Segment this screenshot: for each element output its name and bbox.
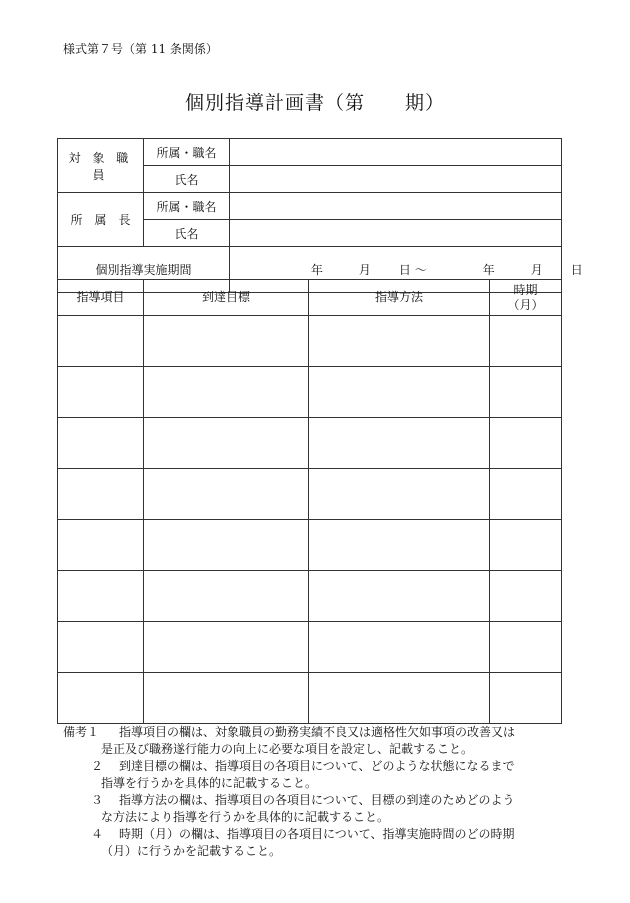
period-label: 個別指導実施期間 <box>58 247 230 293</box>
head-affiliation-label: 所属・職名 <box>144 193 230 220</box>
title-period-blank[interactable] <box>365 92 405 114</box>
head-affiliation-field[interactable] <box>230 193 562 220</box>
time-cell[interactable] <box>490 418 562 469</box>
table-row <box>58 571 562 622</box>
header-method: 指導方法 <box>309 280 490 316</box>
title-end: 期） <box>405 92 446 114</box>
remark-3 <box>63 792 563 826</box>
table-row <box>58 316 562 367</box>
header-goal: 到達目標 <box>144 280 309 316</box>
item-cell[interactable] <box>58 571 144 622</box>
table-row <box>58 673 562 724</box>
period-start-year: 年 <box>310 263 323 277</box>
remark-2-num: ２ <box>91 759 104 773</box>
goal-cell[interactable] <box>144 673 309 724</box>
item-cell[interactable] <box>58 673 144 724</box>
method-cell[interactable] <box>309 469 490 520</box>
remark-4-num: ４ <box>91 827 104 841</box>
method-cell[interactable] <box>309 622 490 673</box>
method-cell[interactable] <box>309 673 490 724</box>
goal-cell[interactable] <box>144 418 309 469</box>
goal-cell[interactable] <box>144 367 309 418</box>
table-header-row <box>58 280 562 316</box>
item-cell[interactable] <box>58 316 144 367</box>
item-cell[interactable] <box>58 520 144 571</box>
remark-2-line1: 到達目標の欄は、指導項目の各項目について、どのような状態になるまで <box>119 759 515 773</box>
method-cell[interactable] <box>309 520 490 571</box>
period-end-day: 日 <box>570 263 583 277</box>
method-cell[interactable] <box>309 367 490 418</box>
target-name-label: 氏名 <box>144 166 230 193</box>
remark-3-line2: な方法により指導を行うかを具体的に記載すること。 <box>101 810 390 824</box>
remarks <box>63 724 563 860</box>
table-row <box>58 469 562 520</box>
table-row <box>58 520 562 571</box>
head-name-label: 氏名 <box>144 220 230 247</box>
target-affiliation-field[interactable] <box>230 139 562 166</box>
item-cell[interactable] <box>58 367 144 418</box>
remark-3-num: ３ <box>91 793 104 807</box>
period-end-year: 年 <box>482 263 495 277</box>
item-cell[interactable] <box>58 418 144 469</box>
method-cell[interactable] <box>309 571 490 622</box>
header-time-line2: （月） <box>507 297 544 312</box>
remark-3-line1: 指導方法の欄は、指導項目の各項目について、目標の到達のためどのよう <box>119 793 515 807</box>
period-start-month: 月 <box>358 263 371 277</box>
goal-cell[interactable] <box>144 622 309 673</box>
head-name-field[interactable] <box>230 220 562 247</box>
time-cell[interactable] <box>490 316 562 367</box>
goal-cell[interactable] <box>144 316 309 367</box>
period-start-day: 日 〜 <box>398 263 427 277</box>
form-number: 様式第７号（第 11 条関係） <box>63 42 218 56</box>
header-time <box>490 280 562 316</box>
remark-4-line2: （月）に行うかを記載すること。 <box>101 844 282 858</box>
target-affiliation-label: 所属・職名 <box>144 139 230 166</box>
head-label: 所 属 長 <box>58 193 144 247</box>
table-row <box>58 418 562 469</box>
goal-cell[interactable] <box>144 571 309 622</box>
time-cell[interactable] <box>490 520 562 571</box>
header-time-line1: 時期 <box>513 282 538 297</box>
header-item: 指導項目 <box>58 280 144 316</box>
target-staff-label: 対 象 職 員 <box>58 139 144 193</box>
remark-1-line2: 是正及び職務遂行能力の向上に必要な項目を設定し、記載すること。 <box>101 742 474 756</box>
remark-1 <box>63 724 563 758</box>
remark-1-line1: 指導項目の欄は、対象職員の勤務実績不良又は適格性欠如事項の改善又は <box>119 725 516 739</box>
method-cell[interactable] <box>309 316 490 367</box>
guidance-plan-table <box>57 279 562 724</box>
goal-cell[interactable] <box>144 469 309 520</box>
time-cell[interactable] <box>490 367 562 418</box>
table-row <box>58 367 562 418</box>
item-cell[interactable] <box>58 622 144 673</box>
page-title <box>0 88 630 115</box>
remark-4-line1: 時期（月）の欄は、指導項目の各項目について、指導実施時間のどの時期 <box>119 827 515 841</box>
staff-info-table <box>57 138 583 293</box>
time-cell[interactable] <box>490 571 562 622</box>
time-cell[interactable] <box>490 469 562 520</box>
item-cell[interactable] <box>58 469 144 520</box>
period-end-month: 月 <box>530 263 543 277</box>
remark-4 <box>63 826 563 860</box>
remark-2-line2: 指導を行うかを具体的に記載すること。 <box>101 776 318 790</box>
table-row <box>58 622 562 673</box>
method-cell[interactable] <box>309 418 490 469</box>
remark-2 <box>63 758 563 792</box>
title-main: 個別指導計画書（第 <box>184 92 365 114</box>
remarks-label: 備考１ <box>63 725 100 739</box>
goal-cell[interactable] <box>144 520 309 571</box>
target-name-field[interactable] <box>230 166 562 193</box>
time-cell[interactable] <box>490 673 562 724</box>
time-cell[interactable] <box>490 622 562 673</box>
